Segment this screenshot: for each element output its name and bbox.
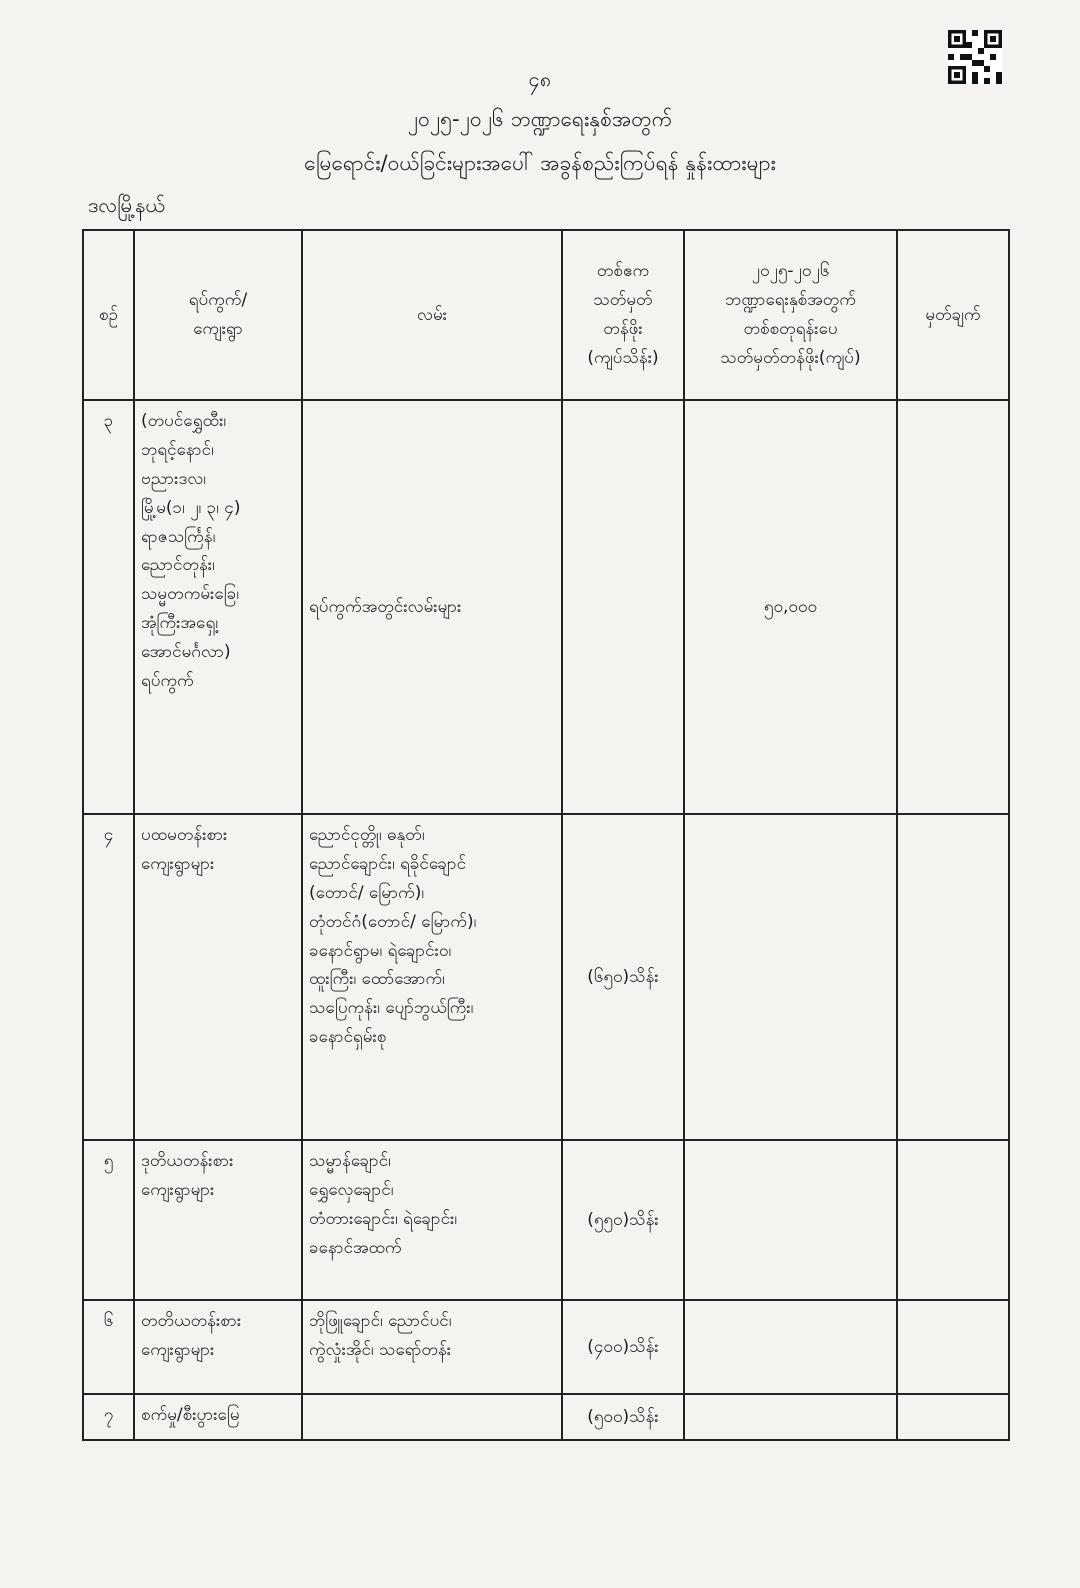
header-road: လမ်း — [302, 230, 562, 400]
row-rate-per-sqft — [684, 1300, 897, 1394]
row-number: ၃ — [83, 400, 134, 814]
row-remark — [897, 814, 1009, 1140]
row-ward: ဒုတိယတန်းစား ကျေးရွာများ — [134, 1140, 302, 1300]
rates-table — [82, 229, 1010, 1441]
row-rate-per-acre: (၅၀၀)သိန်း — [562, 1394, 684, 1440]
row-number: ၄ — [83, 814, 134, 1140]
row-rate-per-acre: (၆၅၀)သိန်း — [562, 814, 684, 1140]
row-rate-per-sqft — [684, 1140, 897, 1300]
row-road: ညောင်ငုတ္တို၊ ဓနုတ်၊ ညောင်ချောင်း၊ ရခိုင်ချောင် (တောင်/ မြောက်)၊ တုံတင်ဂံ(တောင်/ မြောက်)၊ ခနောင်ရွာမ၊ ရဲချောင်း၀၊ ထူးကြီး၊ ထော်အောက်၊ သပြေကုန်း၊ ပျော်ဘွယ်ကြီး၊ ခနောင်ရှမ်းစု — [302, 814, 562, 1140]
row-ward: (တပင်ရွှေထီး၊ ဘုရင့်နောင်၊ ဗညားဒလ၊ မြို့မ(၁၊ ၂၊ ၃၊ ၄) ရာဇသင်္ကြန်၊ ညောင်တုန်း၊ သမ္မတကမ်းခြေ၊ အုံကြီးအရှေ့၊ အောင်မင်္ဂလာ) ရပ်ကွက် — [134, 400, 302, 814]
row-remark — [897, 1300, 1009, 1394]
header-no: စဉ် — [83, 230, 134, 400]
header-rate-per-sqft: ၂၀၂၅-၂၀၂၆ ဘဏ္ဍာရေးနှစ်အတွက် တစ်စတုရန်းပေ သတ်မှတ်တန်ဖိုး(ကျပ်) — [684, 230, 897, 400]
header-rate-per-acre: တစ်ဧက သတ်မှတ် တန်ဖိုး (ကျပ်သိန်း) — [562, 230, 684, 400]
page-number: ၄၈ — [528, 67, 552, 91]
row-rate-per-acre — [562, 400, 684, 814]
header-remark: မှတ်ချက် — [897, 230, 1009, 400]
row-remark — [897, 400, 1009, 814]
page-title: ၂၀၂၅-၂၀၂၆ ဘဏ္ဍာရေးနှစ်အတွက် — [407, 107, 673, 131]
row-road: သမ္မာန်ချောင်၊ ရွှေလှေချောင်၊ တံတားချောင်း၊ ရဲချောင်း၊ ခနောင်အထက် — [302, 1140, 562, 1300]
row-ward: တတိယတန်းစား ကျေးရွာများ — [134, 1300, 302, 1394]
table-row — [83, 814, 1009, 1140]
row-rate-per-sqft — [684, 814, 897, 1140]
row-road: ရပ်ကွက်အတွင်းလမ်းများ — [302, 400, 562, 814]
header-ward: ရပ်ကွက်/ ကျေးရွာ — [134, 230, 302, 400]
row-number: ၆ — [83, 1300, 134, 1394]
row-rate-per-sqft: ၅၀,၀၀၀ — [684, 400, 897, 814]
table-row — [83, 1394, 1009, 1440]
township-label: ဒလမြို့နယ် — [88, 193, 165, 217]
row-ward: စက်မှု/စီးပွားမြေ — [134, 1394, 302, 1440]
table-header-row — [83, 230, 1009, 400]
row-rate-per-acre: (၅၅၀)သိန်း — [562, 1140, 684, 1300]
table-row — [83, 1140, 1009, 1300]
row-number: ၅ — [83, 1140, 134, 1300]
page-subtitle: မြေရောင်း/ဝယ်ခြင်းများအပေါ် အခွန်စည်းကြပ်ရန် နှုန်းထားများ — [304, 151, 776, 175]
row-road — [302, 1394, 562, 1440]
row-rate-per-sqft — [684, 1394, 897, 1440]
row-remark — [897, 1140, 1009, 1300]
row-number: ၇ — [83, 1394, 134, 1440]
table-row — [83, 400, 1009, 814]
row-rate-per-acre: (၄၀၀)သိန်း — [562, 1300, 684, 1394]
table-row — [83, 1300, 1009, 1394]
row-remark — [897, 1394, 1009, 1440]
row-ward: ပထမတန်းစား ကျေးရွာများ — [134, 814, 302, 1140]
row-road: ဘိုဖြူချောင်၊ ညောင်ပင်၊ ကွဲလှုံးအိုင်၊ သရော်တန်း — [302, 1300, 562, 1394]
